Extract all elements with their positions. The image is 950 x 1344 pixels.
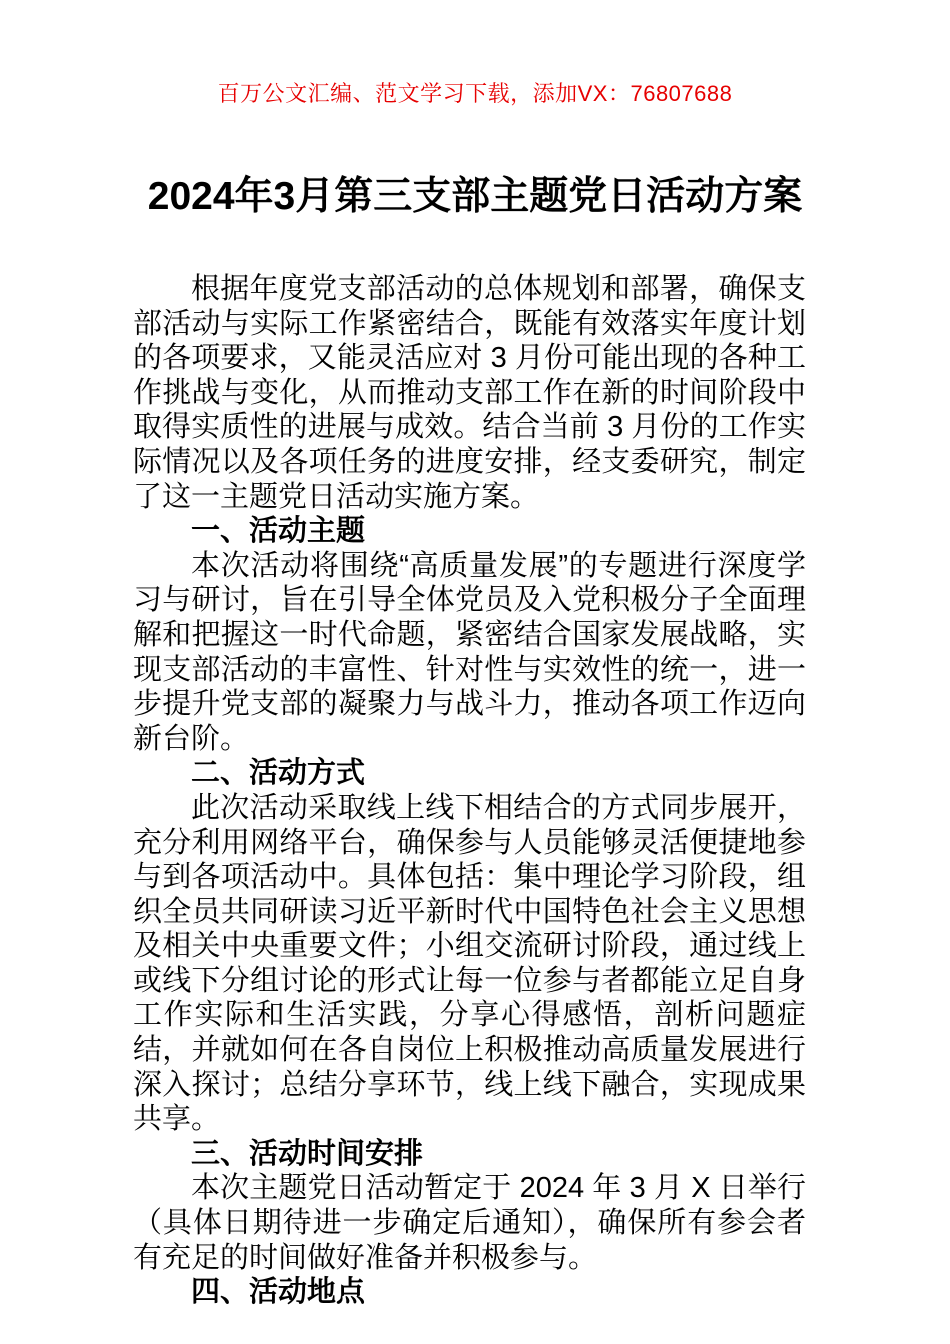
body-paragraph: 本次主题党日活动暂定于 2024 年 3 月 X 日举行（具体日期待进一步确定后通知），确保所有参会者有充足的时间做好准备并积极参与。	[133, 1172, 806, 1274]
body-paragraph: 此次活动采取线上线下相结合的方式同步展开，充分利用网络平台，确保参与人员能够灵活便捷地参与到各项活动中。具体包括：集中理论学习阶段，组织全员共同研读习近平新时代中国特色社会主义思想及相关中央重要文件；小组交流研讨阶段，通过线上或线下分组讨论的形式让每一位参与者都能立足自身工作实际和生活实践，分享心得感悟，剖析问题症结，并就如何在各自岗位上积极推动高质量发展进行深入探讨；总结分享环节，线上线下融合，实现成果共享。	[133, 791, 806, 1136]
section-heading: 四、活动地点	[191, 1276, 366, 1309]
section-heading: 一、活动主题	[191, 515, 366, 548]
body-paragraph: 本次活动将围绕“高质量发展”的专题进行深度学习与研讨，旨在引导全体党员及入党积极分子全面理解和把握这一时代命题，紧密结合国家发展战略，实现支部活动的丰富性、针对性与实效性的统一，进一步提升党支部的凝聚力与战斗力，推动各项工作迈向新台阶。	[133, 549, 806, 755]
promo-watermark-text: 百万公文汇编、范文学习下载，添加VX：76807688	[217, 81, 733, 106]
document-body	[133, 272, 806, 1310]
section-heading: 三、活动时间安排	[191, 1137, 424, 1170]
body-paragraph: 根据年度党支部活动的总体规划和部署，确保支部活动与实际工作紧密结合，既能有效落实年度计划的各项要求，又能灵活应对 3 月份可能出现的各种工作挑战与变化，从而推动支部工作在新的时间阶段中取得实质性的进展与成效。结合当前 3 月份的工作实际情况以及各项任务的进度安排，经支委研究，制定了这一主题党日活动实施方案。	[133, 273, 806, 513]
section-heading: 二、活动方式	[191, 757, 366, 790]
document-title: 2024年3月第三支部主题党日活动方案	[147, 175, 803, 218]
